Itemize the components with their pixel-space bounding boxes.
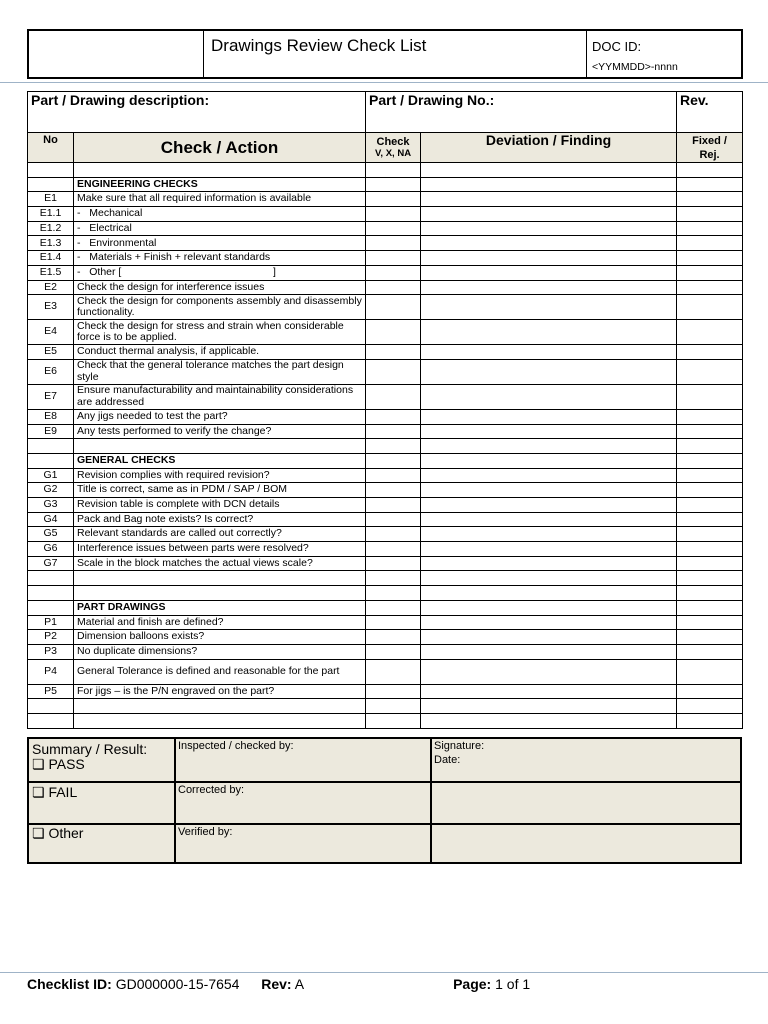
check-action-text: - Environmental (74, 236, 366, 251)
check-result-cell[interactable] (366, 586, 421, 601)
deviation-finding-cell[interactable] (421, 527, 677, 542)
blank-row (28, 163, 743, 178)
footer-rev-value: A (294, 976, 304, 992)
checklist-table (27, 91, 743, 729)
fixed-rejected-cell[interactable] (677, 359, 743, 384)
row-number (28, 600, 74, 615)
deviation-finding-cell[interactable] (421, 615, 677, 630)
blank-row (28, 586, 743, 601)
checklist-row (28, 207, 743, 222)
deviation-finding-cell[interactable] (421, 251, 677, 266)
checklist-row (28, 409, 743, 424)
check-action-text: Check the design for stress and strain when considerable force is to be applied. (74, 320, 366, 345)
check-action-text: General Tolerance is defined and reasonable for the part (74, 659, 366, 684)
deviation-finding-cell[interactable] (421, 409, 677, 424)
deviation-finding-cell[interactable] (421, 439, 677, 454)
check-result-cell[interactable] (366, 207, 421, 222)
check-action-text: Title is correct, same as in PDM / SAP / BOM (74, 483, 366, 498)
row-number: E7 (28, 384, 74, 409)
checklist-row (28, 542, 743, 557)
row-number (28, 163, 74, 178)
fixed-rejected-cell[interactable] (677, 699, 743, 714)
check-action-text: Check the design for interference issues (74, 280, 366, 295)
checklist-row (28, 630, 743, 645)
page-value: 1 of 1 (495, 976, 531, 992)
checklist-row (28, 236, 743, 251)
fixed-rejected-cell[interactable] (677, 468, 743, 483)
row-number (28, 699, 74, 714)
check-result-cell[interactable] (366, 684, 421, 699)
fixed-rejected-cell[interactable] (677, 424, 743, 439)
check-result-cell[interactable] (366, 359, 421, 384)
fixed-rejected-cell[interactable] (677, 177, 743, 192)
check-action-text (74, 586, 366, 601)
check-result-cell[interactable] (366, 512, 421, 527)
col-header-check-label: Check (376, 135, 410, 148)
checklist-id-label: Checklist ID: (27, 976, 112, 992)
col-header-fixed (677, 133, 743, 163)
summary-row-divider-1 (29, 781, 740, 783)
deviation-finding-cell[interactable] (421, 468, 677, 483)
deviation-finding-cell[interactable] (421, 512, 677, 527)
check-result-cell[interactable] (366, 713, 421, 728)
part-info-row (28, 92, 743, 133)
fixed-rejected-cell[interactable] (677, 571, 743, 586)
checklist-row (28, 192, 743, 207)
revision-label: Rev. (680, 92, 709, 108)
doc-id-label: DOC ID: (592, 39, 642, 54)
deviation-finding-cell[interactable] (421, 713, 677, 728)
fail-checkbox[interactable]: ❏ FAIL (32, 784, 78, 800)
row-number (28, 713, 74, 728)
check-result-cell[interactable] (366, 468, 421, 483)
fixed-rejected-cell[interactable] (677, 498, 743, 513)
section-row (28, 453, 743, 468)
check-action-text: For jigs – is the P/N engraved on the part? (74, 684, 366, 699)
row-number: E1.5 (28, 265, 74, 280)
checklist-row (28, 644, 743, 659)
checklist-row (28, 280, 743, 295)
document-title: Drawings Review Check List (211, 36, 427, 55)
section-row (28, 177, 743, 192)
part-description-field[interactable] (28, 92, 366, 133)
summary-row-divider-2 (29, 823, 740, 825)
check-action-text: Ensure manufacturability and maintainability considerations are addressed (74, 384, 366, 409)
fixed-rejected-cell[interactable] (677, 439, 743, 454)
header-logo-cell (29, 31, 204, 77)
deviation-finding-cell[interactable] (421, 320, 677, 345)
fixed-rejected-cell[interactable] (677, 713, 743, 728)
check-result-cell[interactable] (366, 265, 421, 280)
row-number (28, 586, 74, 601)
checklist-id-value: GD000000-15-7654 (115, 976, 240, 992)
row-number: E9 (28, 424, 74, 439)
check-result-cell[interactable] (366, 384, 421, 409)
deviation-finding-cell[interactable] (421, 556, 677, 571)
col-header-fixed-label: Fixed / (692, 134, 727, 147)
row-number: P3 (28, 644, 74, 659)
row-number: G2 (28, 483, 74, 498)
checklist-row (28, 295, 743, 320)
fixed-rejected-cell[interactable] (677, 615, 743, 630)
fixed-rejected-cell[interactable] (677, 251, 743, 266)
check-result-cell[interactable] (366, 699, 421, 714)
check-action-text: Material and finish are defined? (74, 615, 366, 630)
check-action-text: Revision table is complete with DCN details (74, 498, 366, 513)
check-result-cell[interactable] (366, 163, 421, 178)
fixed-rejected-cell[interactable] (677, 586, 743, 601)
check-result-cell[interactable] (366, 221, 421, 236)
fixed-rejected-cell[interactable] (677, 630, 743, 645)
column-header-row (28, 133, 743, 163)
check-result-cell[interactable] (366, 439, 421, 454)
check-action-text: - Other [ ] (74, 265, 366, 280)
fixed-rejected-cell[interactable] (677, 527, 743, 542)
deviation-finding-cell[interactable] (421, 424, 677, 439)
check-result-cell[interactable] (366, 236, 421, 251)
check-action-text: No duplicate dimensions? (74, 644, 366, 659)
corrected-by-label: Corrected by: (178, 784, 245, 796)
deviation-finding-cell[interactable] (421, 384, 677, 409)
checklist-row (28, 384, 743, 409)
row-number: E8 (28, 409, 74, 424)
fixed-rejected-cell[interactable] (677, 207, 743, 222)
row-number: G1 (28, 468, 74, 483)
row-number: G5 (28, 527, 74, 542)
checklist-row (28, 359, 743, 384)
check-action-text: - Electrical (74, 221, 366, 236)
deviation-finding-cell[interactable] (421, 207, 677, 222)
deviation-finding-cell[interactable] (421, 177, 677, 192)
pass-checkbox[interactable]: ❏ PASS (32, 756, 85, 772)
checklist-row (28, 345, 743, 360)
page-label: Page: (453, 976, 492, 992)
checklist-row (28, 527, 743, 542)
footer-rev-label: Rev: (261, 976, 292, 992)
deviation-finding-cell[interactable] (421, 192, 677, 207)
checklist-row (28, 556, 743, 571)
part-number-field[interactable] (366, 92, 677, 133)
blank-row (28, 439, 743, 454)
col-header-check-sub: V, X, NA (374, 147, 412, 159)
fixed-rejected-cell[interactable] (677, 320, 743, 345)
check-result-cell[interactable] (366, 644, 421, 659)
row-number (28, 453, 74, 468)
check-action-text (74, 713, 366, 728)
check-result-cell[interactable] (366, 177, 421, 192)
fixed-rejected-cell[interactable] (677, 512, 743, 527)
summary-divider-1 (174, 739, 176, 862)
fixed-rejected-cell[interactable] (677, 163, 743, 178)
section-title: PART DRAWINGS (74, 600, 366, 615)
blank-row (28, 571, 743, 586)
deviation-finding-cell[interactable] (421, 345, 677, 360)
checklist-row (28, 498, 743, 513)
summary-title: Summary / Result: (32, 741, 148, 757)
deviation-finding-cell[interactable] (421, 295, 677, 320)
other-checkbox[interactable]: ❏ Other (32, 825, 84, 841)
date-label: Date: (434, 754, 461, 766)
row-number: E1.4 (28, 251, 74, 266)
fixed-rejected-cell[interactable] (677, 280, 743, 295)
row-number: P5 (28, 684, 74, 699)
fixed-rejected-cell[interactable] (677, 236, 743, 251)
fixed-rejected-cell[interactable] (677, 409, 743, 424)
check-action-text: Scale in the block matches the actual views scale? (74, 556, 366, 571)
deviation-finding-cell[interactable] (421, 699, 677, 714)
deviation-finding-cell[interactable] (421, 498, 677, 513)
bottom-guide-line (0, 972, 768, 973)
check-action-text: Conduct thermal analysis, if applicable. (74, 345, 366, 360)
revision-field[interactable] (677, 92, 743, 133)
check-result-cell[interactable] (366, 527, 421, 542)
row-number: G4 (28, 512, 74, 527)
check-action-text: Make sure that all required information is available (74, 192, 366, 207)
deviation-finding-cell[interactable] (421, 600, 677, 615)
check-action-text: - Materials + Finish + relevant standards (74, 251, 366, 266)
check-result-cell[interactable] (366, 320, 421, 345)
check-action-text: Any tests performed to verify the change? (74, 424, 366, 439)
deviation-finding-cell[interactable] (421, 542, 677, 557)
check-result-cell[interactable] (366, 542, 421, 557)
row-number: P1 (28, 615, 74, 630)
deviation-finding-cell[interactable] (421, 221, 677, 236)
checklist-row (28, 265, 743, 280)
blank-row (28, 713, 743, 728)
row-number: P2 (28, 630, 74, 645)
document-footer (27, 976, 530, 992)
check-action-text: Interference issues between parts were resolved? (74, 542, 366, 557)
deviation-finding-cell[interactable] (421, 483, 677, 498)
check-result-cell[interactable] (366, 192, 421, 207)
deviation-finding-cell[interactable] (421, 265, 677, 280)
row-number: E4 (28, 320, 74, 345)
deviation-finding-cell[interactable] (421, 586, 677, 601)
checklist-row (28, 221, 743, 236)
fixed-rejected-cell[interactable] (677, 659, 743, 684)
check-result-cell[interactable] (366, 630, 421, 645)
section-title: GENERAL CHECKS (74, 453, 366, 468)
fixed-rejected-cell[interactable] (677, 453, 743, 468)
col-header-fixed-sub: Rej. (699, 148, 720, 161)
blank-row (28, 699, 743, 714)
checklist-row (28, 615, 743, 630)
fixed-rejected-cell[interactable] (677, 542, 743, 557)
part-number-label: Part / Drawing No.: (369, 92, 495, 108)
row-number: P4 (28, 659, 74, 684)
deviation-finding-cell[interactable] (421, 684, 677, 699)
check-result-cell[interactable] (366, 453, 421, 468)
col-header-check (366, 133, 421, 163)
row-number: G3 (28, 498, 74, 513)
check-action-text: Pack and Bag note exists? Is correct? (74, 512, 366, 527)
row-number: E5 (28, 345, 74, 360)
checklist-row (28, 251, 743, 266)
checklist-row (28, 468, 743, 483)
row-number: E1.2 (28, 221, 74, 236)
top-guide-line (0, 82, 768, 83)
checklist-row (28, 659, 743, 684)
check-result-cell[interactable] (366, 424, 421, 439)
col-header-deviation: Deviation / Finding (421, 133, 677, 163)
deviation-finding-cell[interactable] (421, 571, 677, 586)
col-header-check-action: Check / Action (74, 133, 366, 163)
fixed-rejected-cell[interactable] (677, 600, 743, 615)
checklist-row (28, 684, 743, 699)
row-number: E1.1 (28, 207, 74, 222)
check-action-text (74, 163, 366, 178)
fixed-rejected-cell[interactable] (677, 644, 743, 659)
checklist-row (28, 512, 743, 527)
check-action-text (74, 699, 366, 714)
row-number: E1 (28, 192, 74, 207)
checklist-row (28, 483, 743, 498)
summary-divider-2 (430, 739, 432, 862)
fixed-rejected-cell[interactable] (677, 192, 743, 207)
row-number (28, 177, 74, 192)
document-header (27, 29, 743, 79)
checklist-row (28, 424, 743, 439)
col-header-no: No (28, 133, 74, 163)
header-title-cell (204, 31, 587, 77)
summary-section (27, 737, 742, 864)
check-result-cell[interactable] (366, 280, 421, 295)
deviation-finding-cell[interactable] (421, 630, 677, 645)
check-result-cell[interactable] (366, 615, 421, 630)
check-action-text (74, 571, 366, 586)
fixed-rejected-cell[interactable] (677, 295, 743, 320)
check-action-text: - Mechanical (74, 207, 366, 222)
fixed-rejected-cell[interactable] (677, 384, 743, 409)
check-action-text: Relevant standards are called out correctly? (74, 527, 366, 542)
section-title: ENGINEERING CHECKS (74, 177, 366, 192)
fixed-rejected-cell[interactable] (677, 221, 743, 236)
inspected-by-label: Inspected / checked by: (178, 740, 294, 752)
fixed-rejected-cell[interactable] (677, 483, 743, 498)
check-result-cell[interactable] (366, 345, 421, 360)
check-result-cell[interactable] (366, 409, 421, 424)
check-result-cell[interactable] (366, 498, 421, 513)
check-result-cell[interactable] (366, 571, 421, 586)
fixed-rejected-cell[interactable] (677, 684, 743, 699)
check-action-text: Revision complies with required revision? (74, 468, 366, 483)
fixed-rejected-cell[interactable] (677, 345, 743, 360)
fixed-rejected-cell[interactable] (677, 556, 743, 571)
deviation-finding-cell[interactable] (421, 236, 677, 251)
check-action-text: Dimension balloons exists? (74, 630, 366, 645)
deviation-finding-cell[interactable] (421, 163, 677, 178)
row-number: E2 (28, 280, 74, 295)
deviation-finding-cell[interactable] (421, 659, 677, 684)
deviation-finding-cell[interactable] (421, 359, 677, 384)
check-result-cell[interactable] (366, 556, 421, 571)
check-action-text (74, 439, 366, 454)
check-result-cell[interactable] (366, 483, 421, 498)
row-number (28, 571, 74, 586)
check-action-text: Check that the general tolerance matches the part design style (74, 359, 366, 384)
check-result-cell[interactable] (366, 295, 421, 320)
doc-id-format: <YYMMDD>-nnnn (592, 61, 678, 73)
deviation-finding-cell[interactable] (421, 453, 677, 468)
signature-label: Signature: (434, 740, 485, 752)
check-result-cell[interactable] (366, 659, 421, 684)
check-action-text: Check the design for components assembly and disassembly functionality. (74, 295, 366, 320)
deviation-finding-cell[interactable] (421, 280, 677, 295)
row-number: E6 (28, 359, 74, 384)
section-row (28, 600, 743, 615)
row-number: G6 (28, 542, 74, 557)
row-number: E3 (28, 295, 74, 320)
deviation-finding-cell[interactable] (421, 644, 677, 659)
row-number (28, 439, 74, 454)
fixed-rejected-cell[interactable] (677, 265, 743, 280)
verified-by-label: Verified by: (178, 826, 233, 838)
check-result-cell[interactable] (366, 600, 421, 615)
row-number: G7 (28, 556, 74, 571)
check-action-text: Any jigs needed to test the part? (74, 409, 366, 424)
part-description-label: Part / Drawing description: (31, 92, 210, 108)
check-result-cell[interactable] (366, 251, 421, 266)
checklist-row (28, 320, 743, 345)
row-number: E1.3 (28, 236, 74, 251)
